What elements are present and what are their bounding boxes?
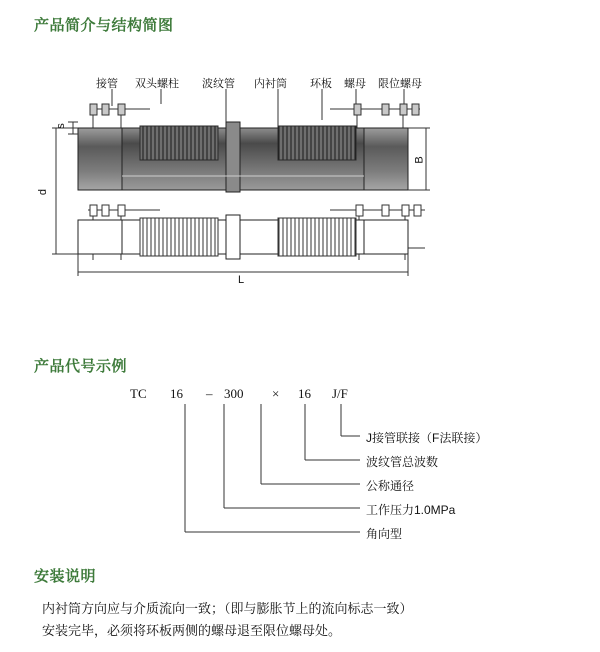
- code-token-connection: J/F: [332, 386, 348, 401]
- code-leader-lines-svg: [30, 380, 570, 545]
- dimension-label-d: d: [37, 188, 50, 196]
- installation-note-line-1: 内衬筒方向应与介质流向一致；（即与膨胀节上的流向标志一致）: [42, 601, 413, 616]
- section-title-introduction: 产品简介与结构简图: [34, 17, 174, 34]
- callout-label-stud-bolt: 双头螺柱: [135, 78, 179, 90]
- code-desc-connection: J接管联接（F法联接）: [366, 431, 488, 445]
- code-token-diameter: 300: [224, 386, 244, 401]
- callout-label-bellows: 波纹管: [202, 78, 235, 90]
- code-desc-diameter: 公称通径: [366, 479, 415, 493]
- code-desc-type: 角向型: [366, 527, 403, 541]
- structure-diagram: [30, 60, 570, 300]
- code-desc-waves: 波纹管总波数: [366, 455, 439, 469]
- structure-drawing-svg: [30, 60, 570, 300]
- callout-label-limit-nut: 限位螺母: [378, 78, 422, 90]
- section-title-installation: 安装说明: [34, 568, 97, 585]
- callout-label-nozzle: 接管: [96, 78, 118, 90]
- installation-note-line-2: 安装完毕，必须将环板两侧的螺母退至限位螺母处。: [42, 623, 342, 638]
- code-token-pressure: 16: [170, 386, 183, 401]
- code-token-dash: –: [206, 386, 213, 401]
- code-token-times: ×: [272, 386, 280, 401]
- product-code-diagram: [30, 380, 570, 545]
- callout-label-ring-plate: 环板: [310, 78, 332, 90]
- code-token-wave-count: 16: [298, 386, 311, 401]
- callout-label-liner: 内衬筒: [254, 78, 287, 90]
- code-desc-pressure: 工作压力1.0MPa: [366, 503, 456, 517]
- dimension-label-L: L: [238, 274, 245, 286]
- dimension-label-s: s: [54, 123, 67, 129]
- callout-label-nut: 螺母: [344, 78, 366, 90]
- code-token-series: TC: [130, 386, 147, 401]
- dimension-label-B: B: [413, 156, 426, 164]
- section-title-product-code: 产品代号示例: [34, 358, 128, 375]
